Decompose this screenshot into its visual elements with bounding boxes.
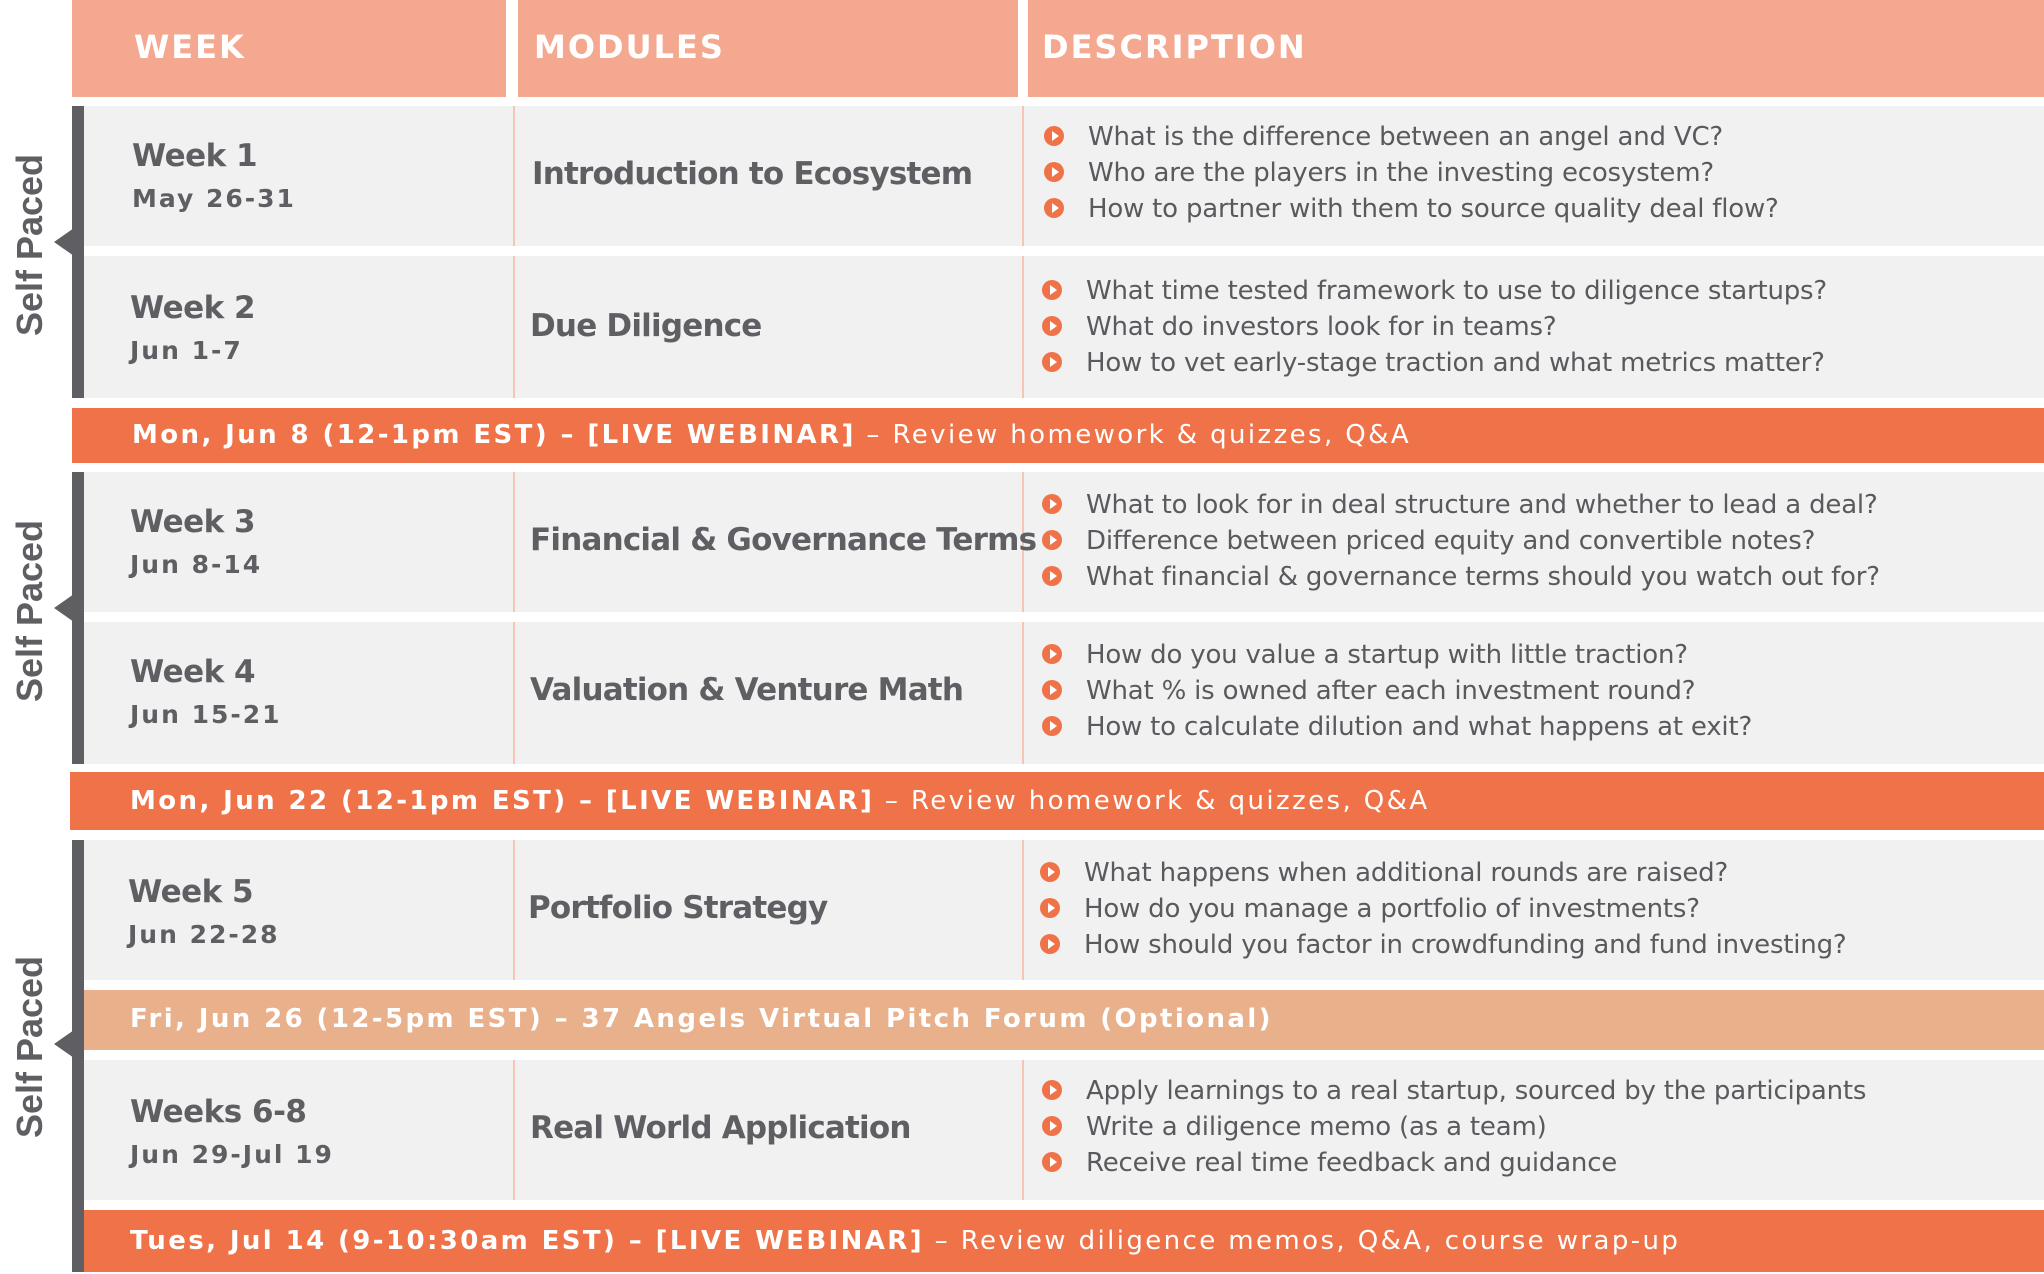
banner-event: Tues, Jul 14 (9-10:30am EST) – [LIVE WEBINAR] [130, 1226, 925, 1256]
banner-event: Mon, Jun 22 (12-1pm EST) – [LIVE WEBINAR] [130, 786, 875, 816]
header-week-label: WEEK [134, 28, 246, 66]
play-bullet-icon [1040, 934, 1060, 954]
module-title: Valuation & Venture Math [530, 672, 964, 708]
play-bullet-icon [1040, 862, 1060, 882]
week-title: Week 5 [128, 874, 254, 910]
description-item: How should you factor in crowdfunding and fund investing? [1084, 930, 1847, 966]
description-item: What time tested framework to use to diligence startups? [1086, 276, 1827, 312]
schedule-row-week-3 [84, 472, 2044, 612]
week-dates: Jun 15-21 [130, 700, 282, 729]
week-cell [128, 874, 280, 949]
week-cell [130, 1094, 334, 1169]
column-divider [513, 1060, 515, 1200]
description-item: Receive real time feedback and guidance [1086, 1148, 1866, 1184]
description-list [1086, 490, 1880, 598]
week-dates: Jun 8-14 [130, 550, 263, 579]
column-divider [513, 622, 515, 764]
module-title: Introduction to Ecosystem [532, 156, 973, 192]
column-divider [1022, 622, 1024, 764]
module-title: Due Diligence [530, 308, 762, 344]
play-bullet-icon [1042, 1116, 1062, 1136]
week-title: Week 3 [130, 504, 256, 540]
banner-event: Mon, Jun 8 (12-1pm EST) – [LIVE WEBINAR] [132, 420, 856, 450]
column-divider [1022, 1060, 1024, 1200]
header-modules-label: MODULES [534, 28, 725, 66]
play-bullet-icon [1042, 494, 1062, 514]
description-item: Apply learnings to a real startup, sourced by the participants [1086, 1076, 1866, 1112]
week-dates: Jun 29-Jul 19 [130, 1140, 334, 1169]
banner-detail: – Review diligence memos, Q&A, course wrap-up [924, 1226, 1681, 1256]
module-title: Financial & Governance Terms [530, 522, 1037, 558]
week-cell [130, 290, 255, 365]
play-bullet-icon [1042, 644, 1062, 664]
description-item: What happens when additional rounds are raised? [1084, 858, 1847, 894]
week-dates: May 26-31 [132, 184, 296, 213]
bracket-pointer-icon [54, 228, 74, 256]
play-bullet-icon [1042, 716, 1062, 736]
description-list [1086, 640, 1752, 748]
play-bullet-icon [1044, 126, 1064, 146]
column-divider [1022, 256, 1024, 398]
description-list [1088, 122, 1779, 230]
description-list [1084, 858, 1847, 966]
play-bullet-icon [1042, 280, 1062, 300]
self-paced-label: Self Paced [9, 519, 50, 703]
description-item: How do you value a startup with little traction? [1086, 640, 1752, 676]
banner-detail: – Review homework & quizzes, Q&A [874, 786, 1430, 816]
column-divider [1022, 106, 1024, 246]
schedule-row-week-1 [84, 106, 2044, 246]
bracket-pointer-icon [54, 594, 74, 622]
banner-event: Fri, Jun 26 (12-5pm EST) – 37 Angels Virtual Pitch Forum (Optional) [130, 1004, 1273, 1034]
schedule-row-week-5 [84, 840, 2044, 980]
play-bullet-icon [1042, 316, 1062, 336]
column-divider [1022, 840, 1024, 980]
webinar-banner [70, 772, 2044, 830]
play-bullet-icon [1042, 1152, 1062, 1172]
bracket-pointer-icon [54, 1030, 74, 1058]
play-bullet-icon [1044, 162, 1064, 182]
week-dates: Jun 22-28 [128, 920, 280, 949]
self-paced-label: Self Paced [9, 153, 50, 337]
play-bullet-icon [1040, 898, 1060, 918]
webinar-banner [72, 408, 2044, 463]
description-item: How to partner with them to source quality deal flow? [1088, 194, 1779, 230]
description-item: Difference between priced equity and convertible notes? [1086, 526, 1880, 562]
column-divider [513, 256, 515, 398]
description-list [1086, 276, 1827, 384]
play-bullet-icon [1042, 352, 1062, 372]
description-item: What % is owned after each investment round? [1086, 676, 1752, 712]
header-description [1028, 0, 2044, 97]
week-dates: Jun 1-7 [130, 336, 243, 365]
webinar-banner [84, 1210, 2044, 1272]
pitch-forum-banner [84, 990, 2044, 1050]
description-item: What financial & governance terms should you watch out for? [1086, 562, 1880, 598]
description-item: How to vet early-stage traction and what metrics matter? [1086, 348, 1827, 384]
play-bullet-icon [1044, 198, 1064, 218]
week-title: Week 2 [130, 290, 256, 326]
column-divider [513, 106, 515, 246]
self-paced-label: Self Paced [9, 955, 50, 1139]
schedule-row-week-2 [84, 256, 2044, 398]
description-item: Write a diligence memo (as a team) [1086, 1112, 1866, 1148]
play-bullet-icon [1042, 530, 1062, 550]
description-list [1086, 1076, 1866, 1184]
play-bullet-icon [1042, 566, 1062, 586]
header-description-label: DESCRIPTION [1042, 28, 1307, 66]
week-cell [132, 138, 296, 213]
play-bullet-icon [1042, 1080, 1062, 1100]
header-modules [518, 0, 1018, 97]
module-title: Portfolio Strategy [528, 890, 828, 926]
week-title: Week 1 [132, 138, 258, 174]
description-item: How do you manage a portfolio of investments? [1084, 894, 1847, 930]
schedule-row-week-4 [84, 622, 2044, 764]
banner-detail: – Review homework & quizzes, Q&A [855, 420, 1412, 450]
description-item: How to calculate dilution and what happens at exit? [1086, 712, 1752, 748]
description-item: What do investors look for in teams? [1086, 312, 1827, 348]
week-cell [130, 504, 262, 579]
schedule-row-weeks-6-8 [84, 1060, 2044, 1200]
column-divider [513, 840, 515, 980]
description-item: Who are the players in the investing ecosystem? [1088, 158, 1779, 194]
module-title: Real World Application [530, 1110, 911, 1146]
column-divider [513, 472, 515, 612]
description-item: What is the difference between an angel and VC? [1088, 122, 1779, 158]
week-cell [130, 654, 282, 729]
week-title: Week 4 [130, 654, 256, 690]
description-item: What to look for in deal structure and whether to lead a deal? [1086, 490, 1880, 526]
week-title: Weeks 6-8 [130, 1094, 307, 1130]
header-week [72, 0, 506, 97]
play-bullet-icon [1042, 680, 1062, 700]
